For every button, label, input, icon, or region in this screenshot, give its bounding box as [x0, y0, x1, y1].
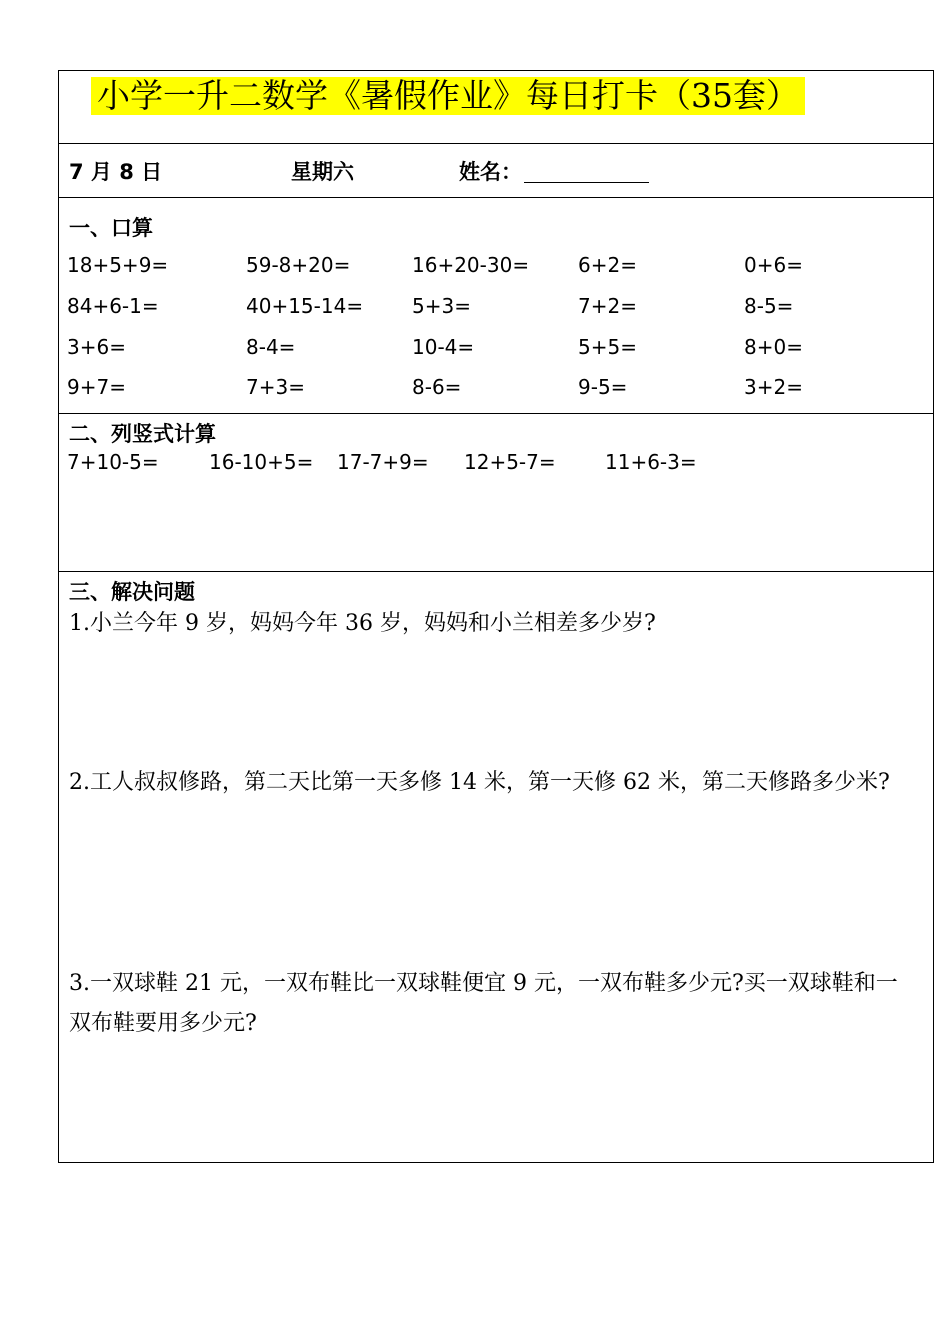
- problems-heading: 三、解决问题: [69, 580, 195, 604]
- word-problem-3: 3.一双球鞋 21 元，一双布鞋比一双球鞋便宜 9 元，一双布鞋多少元?买一双球鞋和一双布鞋要用多少元?: [69, 971, 898, 1036]
- oral-problem: 6+2=: [578, 253, 637, 277]
- weekday-text: 星期六: [291, 160, 354, 184]
- oral-problem: 10-4=: [412, 335, 475, 359]
- oral-problem: 9-5=: [578, 375, 628, 399]
- oral-problem: 8-4=: [246, 335, 296, 359]
- oral-problem: 84+6-1=: [67, 294, 159, 318]
- title-row: [59, 71, 933, 144]
- name-field: [459, 156, 649, 186]
- vertical-problem: 7+10-5=: [67, 450, 159, 474]
- vertical-heading: 二、列竖式计算: [69, 422, 216, 446]
- vertical-calc-section: [59, 414, 933, 572]
- worksheet-title: 小学一升二数学《暑假作业》每日打卡（35套）: [91, 77, 805, 115]
- oral-problem: 8-6=: [412, 375, 462, 399]
- word-problems-section: [59, 572, 933, 1162]
- oral-problem: 0+6=: [744, 253, 803, 277]
- oral-problem: 3+2=: [744, 375, 803, 399]
- oral-problem: 7+3=: [246, 375, 305, 399]
- name-label: 姓名：: [459, 160, 522, 184]
- oral-problem: 9+7=: [67, 375, 126, 399]
- oral-problem: 40+15-14=: [246, 294, 364, 318]
- date-row: [59, 144, 933, 198]
- date-text: 7 月 8 日: [69, 160, 163, 184]
- oral-problem: 8-5=: [744, 294, 794, 318]
- vertical-problem: 16-10+5=: [209, 450, 314, 474]
- name-blank-line[interactable]: [524, 162, 649, 183]
- oral-problem: 3+6=: [67, 335, 126, 359]
- oral-problem: 16+20-30=: [412, 253, 530, 277]
- oral-problem: 7+2=: [578, 294, 637, 318]
- word-problem-1: 1.小兰今年 9 岁，妈妈今年 36 岁，妈妈和小兰相差多少岁?: [69, 611, 656, 636]
- oral-problem: 8+0=: [744, 335, 803, 359]
- vertical-problem: 12+5-7=: [464, 450, 556, 474]
- worksheet-table: [58, 70, 934, 1163]
- oral-problem: 5+5=: [578, 335, 637, 359]
- vertical-problem: 17-7+9=: [337, 450, 429, 474]
- oral-problem: 5+3=: [412, 294, 471, 318]
- oral-problem: 59-8+20=: [246, 253, 351, 277]
- oral-section: [59, 198, 933, 414]
- word-problem-2: 2.工人叔叔修路，第二天比第一天多修 14 米，第一天修 62 米，第二天修路多少米?: [69, 770, 890, 795]
- oral-heading: 一、口算: [69, 216, 153, 240]
- vertical-problem: 11+6-3=: [605, 450, 697, 474]
- oral-problem: 18+5+9=: [67, 253, 169, 277]
